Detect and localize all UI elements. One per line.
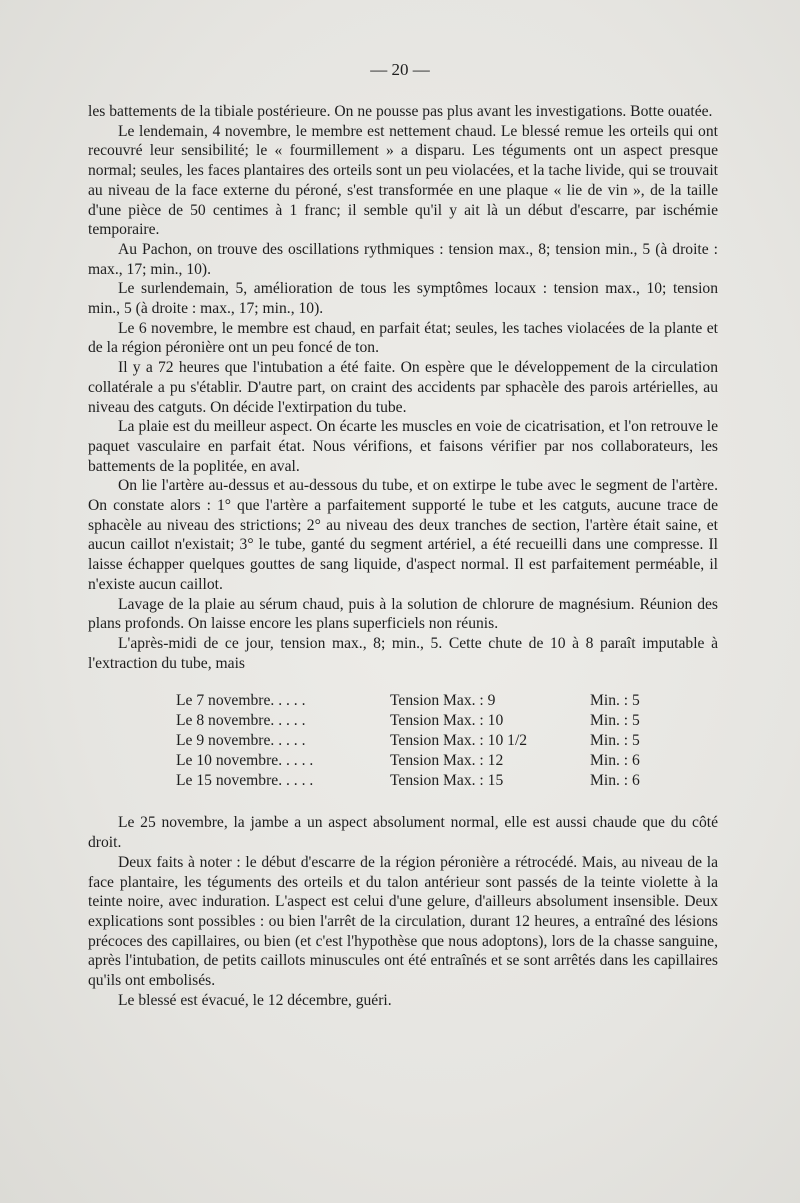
measure-min: Min. : 6 [590,772,640,790]
paragraph: Le surlendemain, 5, amélioration de tous les symptômes locaux : tension max., 10; tension min., 5 (à droite : max., 17; min., 10). [88,280,718,318]
table-row [176,751,640,771]
paragraph: les battements de la tibiale postérieure. On ne pousse pas plus avant les investigations. Botte ouatée. [88,103,713,120]
measure-date: Le 9 novembre. . . . . [176,732,306,750]
table-row [176,691,640,711]
measure-max: Tension Max. : 12 [390,752,504,770]
measure-min: Min. : 6 [590,752,640,770]
table-row [176,711,640,731]
measure-min: Min. : 5 [590,732,640,750]
measure-max: Tension Max. : 9 [390,692,496,710]
paragraph: La plaie est du meilleur aspect. On écarte les muscles en voie de cicatrisation, et l'on retrouve le paquet vasculaire en parfait état. Nous vérifions, et faisons vérifier par nos collaborateurs, les battements de la poplitée, en aval. [88,418,718,475]
measure-min: Min. : 5 [590,692,640,710]
paragraph: Au Pachon, on trouve des oscillations rythmiques : tension max., 8; tension min., 5 (à droite : max., 17; min., 10). [88,240,718,278]
measure-date: Le 15 novembre. . . . . [176,772,314,790]
page-number: — 20 — [370,60,430,79]
measure-max: Tension Max. : 10 1/2 [390,732,528,750]
measure-date: Le 10 novembre. . . . . [176,752,314,770]
table-row [176,771,640,791]
paragraph: Lavage de la plaie au sérum chaud, puis à la solution de chlorure de magnésium. Réunion des plans profonds. On laisse encore les plans superficiels non réunis. [88,595,718,633]
paragraph: Le 25 novembre, la jambe a un aspect absolument normal, elle est aussi chaude que du côté droit. [88,814,718,852]
measure-min: Min. : 5 [590,712,640,730]
paragraph: Deux faits à noter : le début d'escarre de la région péronière a rétrocédé. Mais, au niveau de la face plantaire, les téguments des orteils et du talon antérieur sont passés de la teinte violette à la teinte noire, avec induration. L'aspect est celui d'une gelure, d'ailleurs absolument insensible. Deux explications sont possibles : ou bien l'arrêt de la circulation, durant 12 heures, a entraîné des lésions précoces des capillaires, ou bien (et c'est l'hypothèse que nous adoptons), lors de la chasse sanguine, après l'intubation, de petits caillots minuscules ont été entraînés et se sont arrêtés dans les capillaires qu'ils ont embolisés. [88,853,718,990]
paragraph: Le lendemain, 4 novembre, le membre est nettement chaud. Le blessé remue les orteils qui ont recouvré leur sensibilité; le « fourmillement » a disparu. Les téguments ont un aspect presque normal; seules, les faces plantaires des orteils sont un peu violacées, et la tache livide, qui se trouvait au niveau de la face externe du péroné, s'est transformée en une plaque « lie de vin », de la taille d'une pièce de 50 centimes à 1 franc; il semble qu'il y ait là un début d'escarre, par ischémie temporaire. [88,122,718,239]
paragraph: L'après-midi de ce jour, tension max., 8; min., 5. Cette chute de 10 à 8 paraît imputable à l'extraction du tube, mais [88,634,718,672]
measure-date: Le 8 novembre. . . . . [176,712,306,730]
tension-measures-table [176,691,640,791]
measure-date: Le 7 novembre. . . . . [176,692,306,710]
table-row [176,731,640,751]
paragraph: Le 6 novembre, le membre est chaud, en parfait état; seules, les taches violacées de la plante et de la région péronière ont un peu foncé de ton. [88,319,718,357]
paragraph: Le blessé est évacué, le 12 décembre, guéri. [118,991,392,1009]
measure-max: Tension Max. : 15 [390,772,504,790]
measure-max: Tension Max. : 10 [390,712,504,730]
body-text [88,102,718,1010]
paragraph: Il y a 72 heures que l'intubation a été faite. On espère que le développement de la circulation collatérale a pu s'établir. D'autre part, on craint des accidents par sphacèle des parois artérielles, au niveau des catguts. On décide l'extirpation du tube. [88,359,718,416]
paragraph: On lie l'artère au-dessus et au-dessous du tube, et on extirpe le tube avec le segment de l'artère. On constate alors : 1° que l'artère a parfaitement supporté le tube et les catguts, aucune trace de sphacèle au niveau des strictions; 2° au niveau des deux tranches de section, l'artère était saine, et aucun caillot n'existait; 3° le tube, ganté du segment artériel, a été recueilli dans une compresse. Il laisse échapper quelques gouttes de sang liquide, d'aspect normal. Il est parfaitement perméable, il n'existe aucun caillot. [88,477,718,593]
